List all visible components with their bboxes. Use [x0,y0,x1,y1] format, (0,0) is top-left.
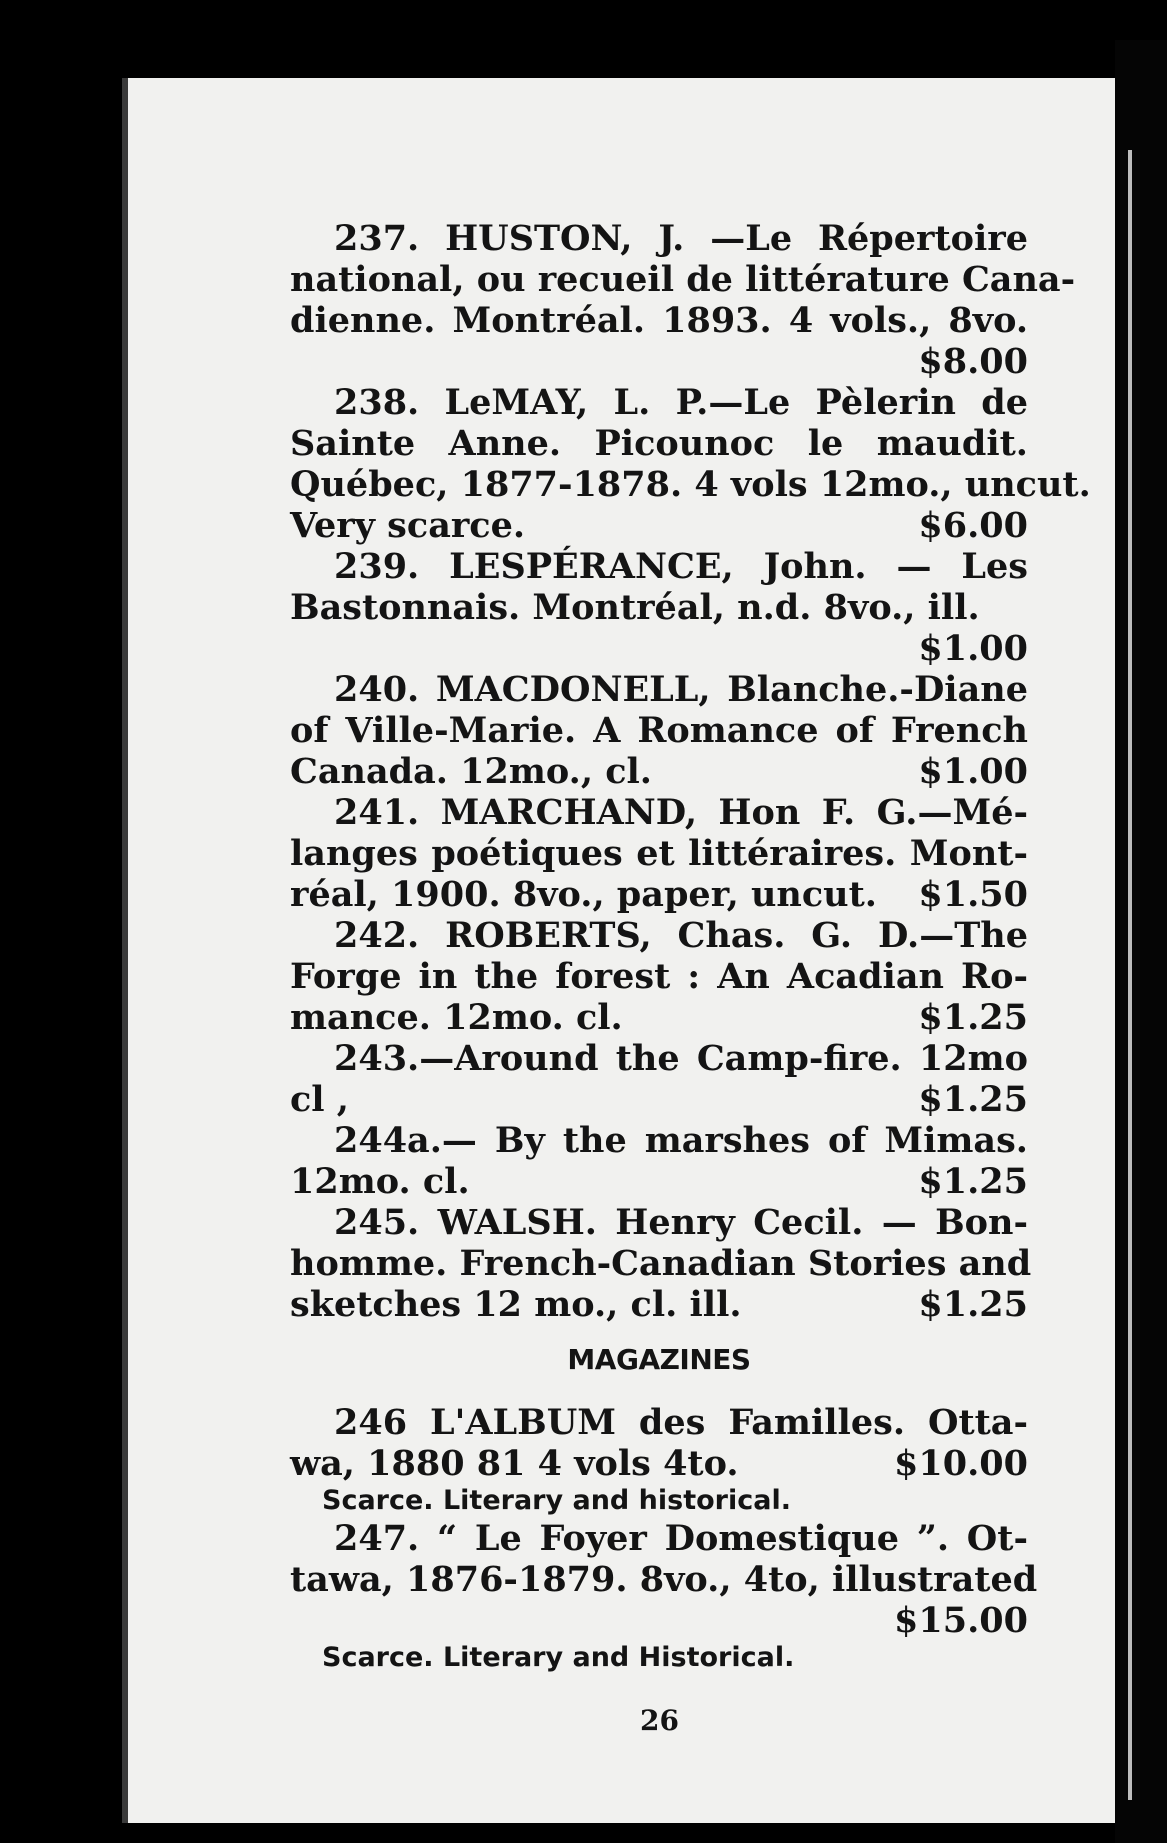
entry-line: 240. MACDONELL, Blanche.-Diane [334,669,1028,710]
entry-final-line [290,505,1028,546]
entry-price: $6.00 [918,505,1028,546]
entry-line: of Ville-Marie. A Romance of French [290,710,1028,751]
entry-line: 247. “ Le Foyer Domestique ”. Ot- [334,1518,1028,1559]
entry-line: Québec, 1877-1878. 4 vols 12mo., uncut. [290,464,1091,505]
entry-line: réal, 1900. 8vo., paper, uncut. [290,874,877,915]
entry-line: Very scarce. [290,505,526,546]
entry-line: 238. LeMAY, L. P.—Le Pèlerin de [334,382,1028,423]
entry-final-line [290,1284,1028,1325]
catalogue-listing [290,218,1091,1675]
entry-line: 241. MARCHAND, Hon F. G.—Mé- [334,792,1028,833]
catalogue-entry [290,1518,1038,1675]
catalogue-entry [290,1202,1032,1325]
catalogue-entry [290,546,1028,669]
entry-line: 245. WALSH. Henry Cecil. — Bon- [334,1202,1028,1243]
entry-price: $1.50 [918,874,1028,915]
entry-price: $1.00 [918,628,1028,669]
catalogue-entry [290,792,1028,915]
entry-line: sketches 12 mo., cl. ill. [290,1284,742,1325]
entry-line: homme. French-Canadian Stories and [290,1243,1032,1284]
entry-line: Canada. 12mo., cl. [290,751,652,792]
book-spine [1115,40,1167,1843]
entry-price: $1.25 [918,997,1028,1038]
entry-final-line [290,1079,1028,1120]
catalogue-entry [290,382,1091,546]
entry-line: 12mo. cl. [290,1161,470,1202]
spine-edge [1128,150,1132,1800]
entry-final-line [290,1161,1028,1202]
entry-line: 243.—Around the Camp-fire. 12mo [334,1038,1028,1079]
catalogue-entry [290,1402,1028,1518]
entry-line: 244a.— By the marshes of Mimas. [334,1120,1028,1161]
entry-line: mance. 12mo. cl. [290,997,623,1038]
catalogue-entry [290,915,1028,1038]
entry-line: national, ou recueil de littérature Cana- [290,259,1076,300]
catalogue-entry [290,669,1028,792]
entry-note: Scarce. Literary and Historical. [322,1642,795,1673]
entry-line: dienne. Montréal. 1893. 4 vols., 8vo. [290,300,1028,341]
entry-price: $1.25 [918,1284,1028,1325]
entry-note: Scarce. Literary and historical. [322,1485,791,1516]
section-heading: MAGAZINES [567,1343,751,1376]
catalogue-entry [290,1038,1028,1120]
entry-price: $1.25 [918,1161,1028,1202]
page-number: 26 [640,1704,679,1737]
entry-line: 246 L'ALBUM des Familles. Otta- [334,1402,1028,1443]
entry-line: Forge in the forest : An Acadian Ro- [290,956,1028,997]
entry-line: 237. HUSTON, J. —Le Répertoire [334,218,1028,259]
entry-final-line [290,874,1028,915]
entry-price: $10.00 [894,1443,1028,1484]
entry-line: 242. ROBERTS, Chas. G. D.—The [334,915,1028,956]
entry-price: $1.25 [918,1079,1028,1120]
entry-final-line [290,997,1028,1038]
entry-line: Bastonnais. Montréal, n.d. 8vo., ill. [290,587,980,628]
entry-final-line [290,1443,1028,1484]
entry-price: $8.00 [918,341,1028,382]
catalogue-entry [290,1120,1028,1202]
entry-line: tawa, 1876-1879. 8vo., 4to, illustrated [290,1559,1038,1600]
entry-line: Sainte Anne. Picounoc le maudit. [290,423,1028,464]
catalogue-entry [290,218,1076,382]
entry-line: 239. LESPÉRANCE, John. — Les [334,546,1028,587]
entry-line: wa, 1880 81 4 vols 4to. [290,1443,739,1484]
entry-price: $1.00 [918,751,1028,792]
book-entries [290,218,1091,1325]
magazine-entries [290,1402,1038,1675]
entry-line: langes poétiques et littéraires. Mont- [290,833,1028,874]
entry-price: $15.00 [894,1600,1028,1641]
entry-line: cl , [290,1079,349,1120]
entry-final-line [290,751,1028,792]
